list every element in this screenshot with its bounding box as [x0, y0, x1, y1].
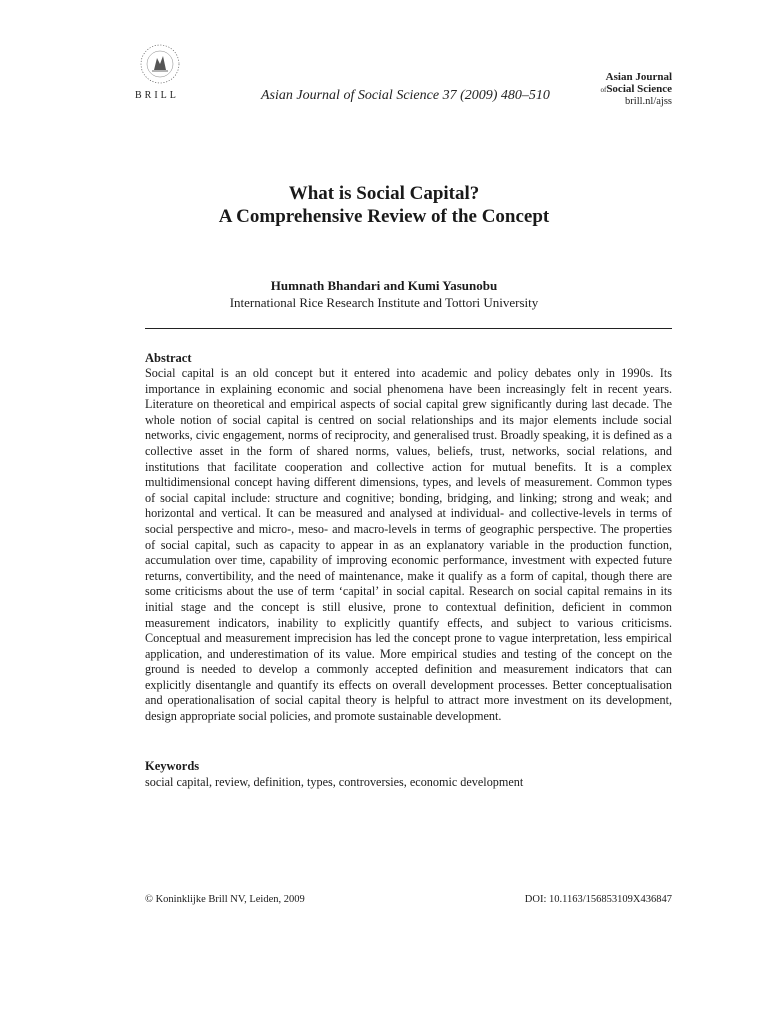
publisher-name: BRILL	[135, 90, 179, 101]
copyright-notice: © Koninklijke Brill NV, Leiden, 2009	[145, 894, 305, 905]
abstract-heading: Abstract	[145, 351, 192, 365]
doi-identifier[interactable]: DOI: 10.1163/156853109X436847	[524, 894, 672, 905]
header-divider	[145, 328, 672, 329]
badge-journal-line2	[600, 83, 672, 96]
keywords-heading: Keywords	[145, 759, 200, 773]
author-affiliation: International Rice Research Institute and Tottori University	[229, 295, 539, 310]
badge-journal-line1: Asian Journal	[605, 71, 672, 83]
keywords-text: social capital, review, definition, types, controversies, economic development	[145, 775, 524, 789]
journal-citation: Asian Journal of Social Science 37 (2009) 480–510	[261, 88, 550, 103]
article-authors: Humnath Bhandari and Kumi Yasunobu	[270, 278, 498, 293]
brill-emblem-icon	[130, 40, 190, 88]
journal-url[interactable]: brill.nl/ajss	[625, 96, 672, 107]
abstract-text: Social capital is an old concept but it entered into academic and policy debates only in 1990s. Its importance in explaining economic and social phenomena have been increasingly felt in recent years. Literature on theoretical and empirical aspects of social capital grew significantly during last decade. The whole notion of social capital is centred on social relationships and its major elements include social networks, civic engagement, norms of reciprocity, and generalised trust. Broadly speaking, it is defined as a collective asset in the form of shared norms, values, beliefs, trust, networks, social relations, and institutions that facilitate cooperation and collective action for mutual benefits. It is a complex multidimensional concept having different dimensions, types, and levels of measurement. Common types of social capital include: structure and cognitive; bonding, bridging, and linking; strong and weak; and horizontal and vertical. It can be measured and analysed at individual- and collective-levels in terms of social perspective and micro-, meso- and macro-levels in terms of geographic perspective. The properties of social capital, such as capacity to appear in as an explanatory variable in the production function, accumulation over time, capability of improving economic performance, investment with expected future returns, convertibility, and the need of maintenance, make it qualify as a form of capital, though there are some criticisms about the use of term ‘capital’ in social capital. Research on social capital remains in its initial stage and the concept is still elusive, prone to contextual definition, deficient in common measurement indicators, inability to explicitly quantify effects, and subject to various criticisms. Conceptual and measurement imprecision has led the concept prone to vague interpretation, less empirical application, and underestimation of its value. More empirical studies and testing of the concept on the ground is needed to develop a commonly accepted definition and measurement indicators that can explicitly disentangle and quantify its effects on overall development processes. Better conceptualisation and operationalisation of social capital theory is helpful to attract more investment on its development, design appropriate social policies, and promote sustainable development.	[145, 366, 672, 724]
article-title-line1: What is Social Capital?	[288, 183, 480, 204]
badge-of: of	[600, 86, 607, 94]
journal-badge	[600, 71, 672, 108]
article-title-line2: A Comprehensive Review of the Concept	[218, 206, 550, 227]
badge-social-science: Social Science	[606, 83, 672, 95]
